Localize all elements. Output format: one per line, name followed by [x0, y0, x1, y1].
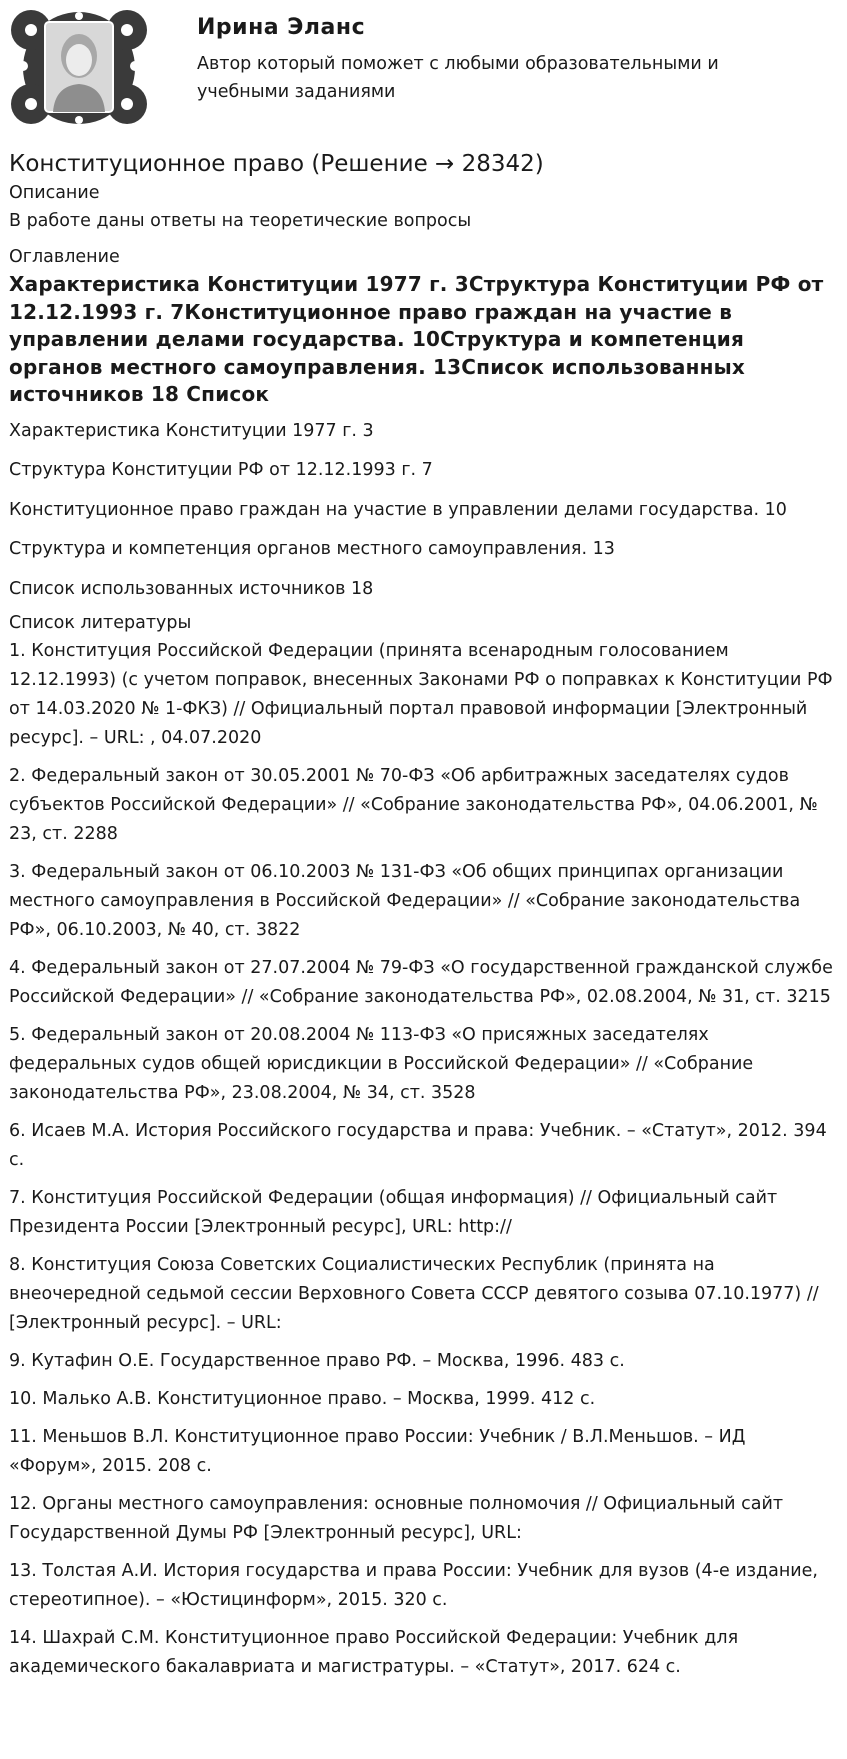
toc-label: Оглавление — [9, 247, 120, 267]
reference-item: 7. Конституция Российской Федерации (общая информация) // Официальный сайт Президента России [Электронный ресурс], URL: http:// — [9, 1188, 778, 1237]
description-text: В работе даны ответы на теоретические вопросы — [9, 211, 472, 231]
author-description: Автор который поможет с любыми образовательными и учебными заданиями — [197, 54, 719, 102]
reference-item: 11. Меньшов В.Л. Конституционное право России: Учебник / В.Л.Меньшов. – ИД «Форум», 2015. 208 с. — [9, 1427, 746, 1476]
description-label: Описание — [9, 183, 100, 203]
toc-list — [9, 417, 838, 604]
reference-item: 9. Кутафин О.Е. Государственное право РФ. – Москва, 1996. 483 с. — [9, 1351, 625, 1371]
author-name[interactable]: Ирина Эланс — [197, 15, 366, 40]
reference-item: 4. Федеральный закон от 27.07.2004 № 79-ФЗ «О государственной гражданской службе Российской Федерации» // «Собрание законодательства РФ», 02.08.2004, № 31, ст. 3215 — [9, 958, 833, 1007]
reference-item: 10. Малько А.В. Конституционное право. – Москва, 1999. 412 с. — [9, 1389, 596, 1409]
reference-item: 6. Исаев М.А. История Российского государства и права: Учебник. – «Статут», 2012. 394 с. — [9, 1121, 827, 1170]
document-title: Конституционное право (Решение → 28342) — [9, 151, 544, 177]
reference-item: 13. Толстая А.И. История государства и права России: Учебник для вузов (4-е издание, стереотипное). – «Юстицинформ», 2015. 320 с. — [9, 1561, 818, 1610]
author-avatar[interactable] — [9, 8, 149, 126]
toc-item: Список использованных источников 18 — [9, 578, 374, 599]
references-label: Список литературы — [9, 613, 192, 633]
reference-item: 5. Федеральный закон от 20.08.2004 № 113-ФЗ «О присяжных заседателях федеральных судов общей юрисдикции в Российской Федерации» // «Собрание законодательства РФ», 23.08.2004, № 34, ст. 3528 — [9, 1025, 754, 1103]
reference-item: 2. Федеральный закон от 30.05.2001 № 70-ФЗ «Об арбитражных заседателях судов субъектов Российской Федерации» // «Собрание законодательства РФ», 04.06.2001, № 23, ст. 2288 — [9, 766, 818, 844]
references-list — [9, 637, 838, 1682]
reference-item: 8. Конституция Союза Советских Социалистических Республик (принята на внеочередной седьмой сессии Верховного Совета СССР девятого созыва 07.10.1977) // [Электронный ресурс]. – URL: — [9, 1255, 819, 1333]
reference-item: 3. Федеральный закон от 06.10.2003 № 131-ФЗ «Об общих принципах организации местного самоуправления в Российской Федерации» // «Собрание законодательства РФ», 06.10.2003, № 40, ст. 3822 — [9, 862, 801, 940]
toc-summary: Характеристика Конституции 1977 г. 3Структура Конституции РФ от 12.12.1993 г. 7Конституционное право граждан на участие в управлении делами государства. 10Структура и компетенция органов местного самоуправления. 13Список использованных источников 18 Список — [9, 272, 824, 406]
author-info — [197, 8, 797, 106]
toc-item: Конституционное право граждан на участие в управлении делами государства. 10 — [9, 499, 787, 520]
author-card — [9, 0, 838, 128]
toc-item: Структура Конституции РФ от 12.12.1993 г. 7 — [9, 460, 433, 480]
reference-item: 14. Шахрай С.М. Конституционное право Российской Федерации: Учебник для академического бакалавриата и магистратуры. – «Статут», 2017. 624 с. — [9, 1628, 739, 1677]
toc-item: Характеристика Конституции 1977 г. 3 — [9, 420, 374, 441]
toc-item: Структура и компетенция органов местного самоуправления. 13 — [9, 539, 615, 559]
reference-item: 1. Конституция Российской Федерации (принята всенародным голосованием 12.12.1993) (с учетом поправок, внесенных Законами РФ о поправках к Конституции РФ от 14.03.2020 № 1-ФКЗ) // Официальный портал правовой информации [Электронный ресурс]. – URL: , 04.07.2020 — [9, 641, 833, 748]
reference-item: 12. Органы местного самоуправления: основные полномочия // Официальный сайт Государственной Думы РФ [Электронный ресурс], URL: — [9, 1494, 784, 1543]
